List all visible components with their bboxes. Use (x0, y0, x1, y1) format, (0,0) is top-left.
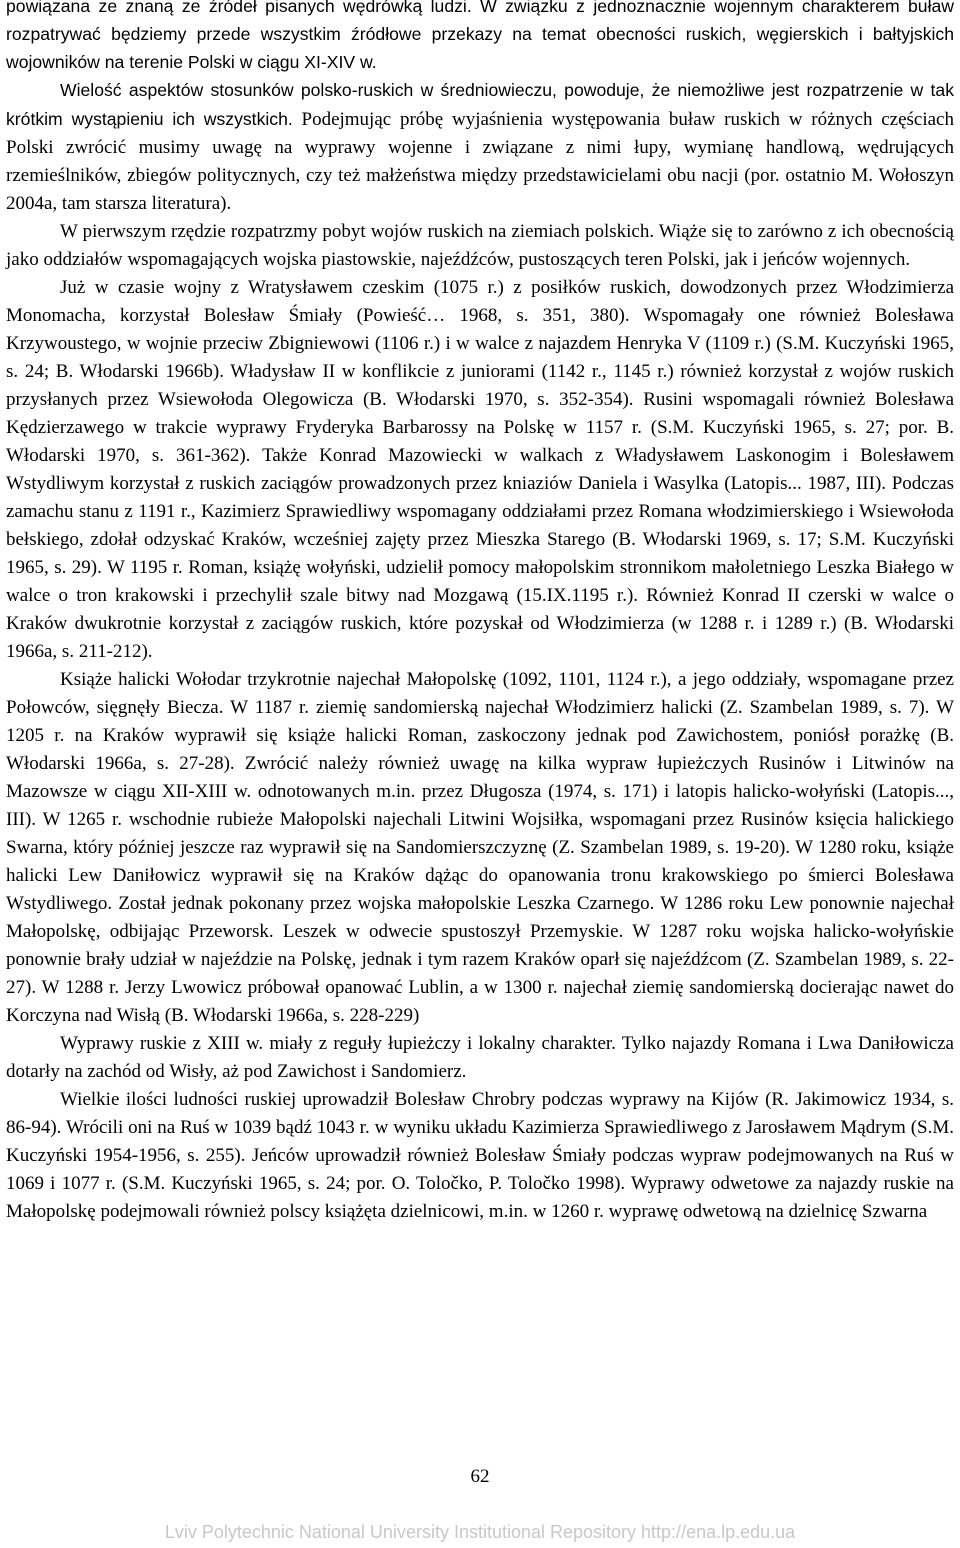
lead-paragraph-1: powiązana ze znaną ze źródeł pisanych wędrówką ludzi. W związku z jednoznacznie wojennym charakterem buław rozpatrywać będziemy przede wszystkim źródłowe przekazy na temat obecności ruskich, węgierskich i bałtyjskich wojowników na terenie Polski w ciągu XI-XIV w. (6, 0, 954, 72)
page-number: 62 (470, 1466, 490, 1487)
body-paragraph: Już w czasie wojny z Wratysławem czeskim (1075 r.) z posiłków ruskich, dowodzonych przez Włodzimierza Monomacha, korzystał Bolesław Śmiały (Powieść… 1968, s. 351, 380). Wspomagały one również Bolesława Krzywoustego, w wojnie przeciw Zbigniewowi (1106 r.) i w walce z najazdem Henryka V (1109 r.) (S.M. Kuczyński 1965, s. 24; B. Włodarski 1966b). Władysław II w konflikcie z juniorami (1142 r., 1145 r.) również korzystał z wojów ruskich przysłanych przez Wsiewołoda Olegowicza (B. Włodarski 1970, s. 352-354). Rusini wspomagali również Bolesława Kędzierzawego w trakcie wyprawy Fryderyka Barbarossy na Polskę w 1157 r. (S.M. Kuczyński 1965, s. 27; por. B. Włodarski 1970, s. 361-362). Także Konrad Mazowiecki w walkach z Władysławem Laskonogim i Bolesławem Wstydliwym korzystał z ruskich zaciągów prowadzonych przez kniaziów Daniela i Wasylka (Latopis... 1987, III). Podczas zamachu stanu z 1191 r., Kazimierz Sprawiedliwy wspomagany oddziałami przez Romana włodzimierskiego i Wsiewołoda bełskiego, zdołał odzyskać Kraków, wcześniej zajęty przez Mieszka Starego (B. Włodarski 1969, s. 17; S.M. Kuczyński 1965, s. 29). W 1195 r. Roman, książę wołyński, udzielił pomocy małopolskim stronnikom małoletniego Leszka Białego w walce o tron krakowski i przechylił szale bitwy nad Mozgawą (15.IX.1195 r.). Również Konrad II czerski w walce o Kraków dwukrotnie korzystał z zaciągów ruskich, które pozyskał od Włodzimierza (w 1288 r. i 1289 r.) (B. Włodarski 1966a, s. 211-212). (6, 277, 954, 662)
lead-paragraph-2-serif: Podejmując próbę wyjaśnienia występowania buław ruskich w różnych częściach Polski zwrócić musimy uwagę na wyprawy wojenne i związane z nimi łupy, wymianę handlową, wędrujących rzemieślników, zbiegów politycznych, czy też małżeństwa między przedstawicielami obu nacji (por. ostatnio M. Wołoszyn 2004a, tam starsza literatura). (6, 109, 954, 214)
lead-paragraph-2-sans: Wielość aspektów stosunków polsko-ruskich w średniowieczu, powoduje, że niemożliwe jest rozpatrzenie w tak krótkim wystąpieniu ich wszystkich. (6, 80, 954, 129)
lead-paragraph-2 (6, 76, 954, 218)
body-paragraph: W pierwszym rzędzie rozpatrzmy pobyt wojów ruskich na ziemiach polskich. Wiąże się to zarówno z ich obecnością jako oddziałów wspomagających wojska piastowskie, najeźdźców, pustoszących teren Polski, jak i jeńców wojennych. (6, 221, 954, 270)
body-paragraph: Książe halicki Wołodar trzykrotnie najechał Małopolskę (1092, 1101, 1124 r.), a jego oddziały, wspomagane przez Połowców, sięgnęły Biecza. W 1187 r. ziemię sandomierską najechał Włodzimierz halicki (Z. Szambelan 1989, s. 7). W 1205 r. na Kraków wyprawił się książe halicki Roman, zaskoczony jednak pod Zawichostem, poniósł porażkę (B. Włodarski 1966a, s. 27-28). Zwrócić należy również uwagę na kilka wypraw łupieżczych Rusinów i Litwinów na Mazowsze w ciągu XII-XIII w. odnotowanych m.in. przez Długosza (1974, s. 171) i latopis halicko-wołyński (Latopis..., III). W 1265 r. wschodnie rubieże Małopolski najechali Litwini Wojsiłka, wspomagani przez Rusinów księcia halickiego Swarna, który później jeszcze raz wyprawił się na Sandomierszczyznę (Z. Szambelan 1989, s. 19-20). W 1280 roku, książe halicki Lew Daniłowicz wyprawił się na Kraków dążąc do opanowania tronu krakowskiego po śmierci Bolesława Wstydliwego. Został jednak pokonany przez wojska małopolskie Leszka Czarnego. W 1286 roku Lew ponownie najechał Małopolskę, odbijając Przeworsk. Leszek w odwecie spustoszył Przemyskie. W 1287 roku wojska halicko-wołyńskie ponownie brały udział w najeździe na Polskę, jednak i tym razem Kraków oparł się najeźdźcom (Z. Szambelan 1989, s. 22-27). W 1288 r. Jerzy Lwowicz próbował opanować Lublin, a w 1300 r. najechał ziemię sandomierską docierając nawet do Korczyna nad Wisłą (B. Włodarski 1966a, s. 228-229) (6, 669, 954, 1026)
repository-footer: Lviv Polytechnic National University Institutional Repository http://ena.lp.edu.ua (164, 1522, 796, 1542)
body-paragraph: Wielkie ilości ludności ruskiej uprowadził Bolesław Chrobry podczas wyprawy na Kijów (R. Jakimowicz 1934, s. 86-94). Wrócili oni na Ruś w 1039 bądź 1043 r. w wyniku układu Kazimierza Sprawiedliwego z Jarosławem Mądrym (S.M. Kuczyński 1954-1956, s. 255). Jeńców uprowadził również Bolesław Śmiały podczas wypraw podejmowanych na Ruś w 1069 i 1077 r. (S.M. Kuczyński 1965, s. 24; por. O. Toločko, P. Toločko 1998). Wyprawy odwetowe za najazdy ruskie na Małopolskę podejmowali również polscy książęta dzielnicowi, m.in. w 1260 r. wyprawę odwetową na dzielnicę Szwarna (6, 1089, 954, 1222)
body-paragraph: Wyprawy ruskie z XIII w. miały z reguły łupieżczy i lokalny charakter. Tylko najazdy Romana i Lwa Daniłowicza dotarły na zachód od Wisły, aż pod Zawichost i Sandomierz. (6, 1033, 954, 1082)
